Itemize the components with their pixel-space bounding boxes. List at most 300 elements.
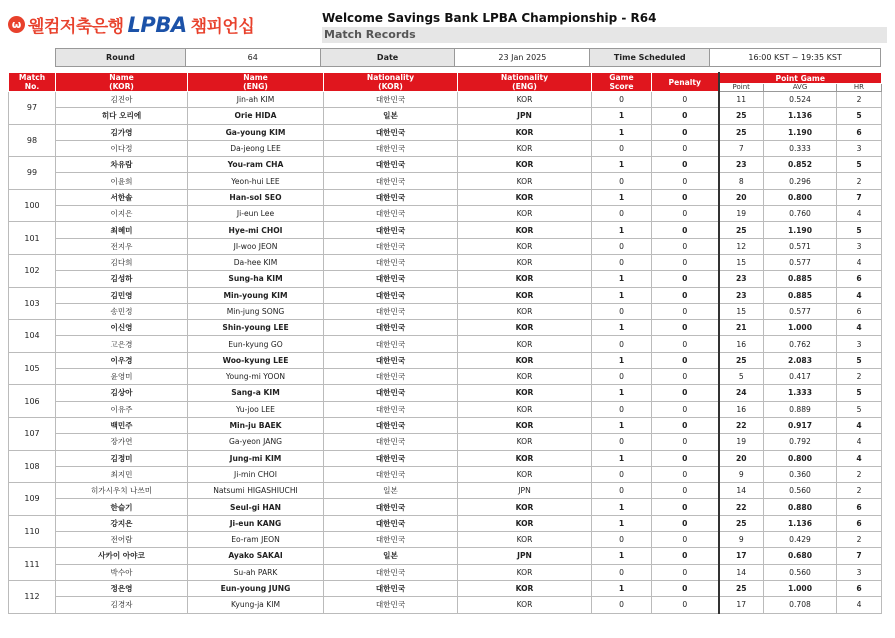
penalty: 0 xyxy=(652,124,719,140)
penalty: 0 xyxy=(652,92,719,108)
point: 25 xyxy=(719,580,764,596)
game-score: 0 xyxy=(592,483,652,499)
player-name-eng: Min-young KIM xyxy=(188,287,324,303)
point: 24 xyxy=(719,385,764,401)
avg: 0.800 xyxy=(764,450,837,466)
nationality-eng: KOR xyxy=(458,385,592,401)
player-name-eng: Woo-kyung LEE xyxy=(188,352,324,368)
player-name-eng: Yu-joo LEE xyxy=(188,401,324,417)
player-name-kor: 차유람 xyxy=(56,157,188,173)
player-name-eng: Ayako SAKAI xyxy=(188,548,324,564)
avg: 1.000 xyxy=(764,320,837,336)
point: 14 xyxy=(719,564,764,580)
penalty: 0 xyxy=(652,564,719,580)
game-score: 1 xyxy=(592,352,652,368)
penalty: 0 xyxy=(652,254,719,270)
hr: 5 xyxy=(837,157,882,173)
hr: 2 xyxy=(837,92,882,108)
penalty: 0 xyxy=(652,450,719,466)
nationality-kor: 대한민국 xyxy=(324,206,458,222)
game-score: 0 xyxy=(592,466,652,482)
avg: 0.852 xyxy=(764,157,837,173)
nationality-kor: 대한민국 xyxy=(324,417,458,433)
game-score: 0 xyxy=(592,564,652,580)
table-row xyxy=(9,173,882,189)
hr: 4 xyxy=(837,206,882,222)
player-name-kor: 이다정 xyxy=(56,140,188,156)
game-score: 0 xyxy=(592,336,652,352)
penalty: 0 xyxy=(652,336,719,352)
game-score: 1 xyxy=(592,157,652,173)
penalty: 0 xyxy=(652,548,719,564)
point: 19 xyxy=(719,434,764,450)
game-score: 1 xyxy=(592,320,652,336)
game-score: 0 xyxy=(592,140,652,156)
hr: 4 xyxy=(837,434,882,450)
hr: 7 xyxy=(837,548,882,564)
penalty: 0 xyxy=(652,532,719,548)
point: 15 xyxy=(719,254,764,270)
hr: 4 xyxy=(837,254,882,270)
penalty: 0 xyxy=(652,287,719,303)
table-row xyxy=(9,515,882,531)
game-score: 0 xyxy=(592,238,652,254)
avg: 1.136 xyxy=(764,108,837,124)
avg: 0.577 xyxy=(764,303,837,319)
match-number: 112 xyxy=(9,580,56,613)
hr: 6 xyxy=(837,271,882,287)
game-score: 0 xyxy=(592,92,652,108)
penalty: 0 xyxy=(652,515,719,531)
nationality-eng: KOR xyxy=(458,597,592,613)
table-row xyxy=(9,434,882,450)
avg: 0.880 xyxy=(764,499,837,515)
hr: 2 xyxy=(837,173,882,189)
avg: 0.800 xyxy=(764,189,837,205)
match-number: 99 xyxy=(9,157,56,190)
player-name-eng: Kyung-ja KIM xyxy=(188,597,324,613)
match-number: 111 xyxy=(9,548,56,581)
avg: 0.524 xyxy=(764,92,837,108)
point: 20 xyxy=(719,450,764,466)
match-number: 107 xyxy=(9,417,56,450)
player-name-kor: 박수아 xyxy=(56,564,188,580)
welcome-logo-icon: ω xyxy=(8,16,25,33)
game-score: 0 xyxy=(592,532,652,548)
avg: 0.792 xyxy=(764,434,837,450)
player-name-eng: Han-sol SEO xyxy=(188,189,324,205)
penalty: 0 xyxy=(652,189,719,205)
nationality-kor: 대한민국 xyxy=(324,336,458,352)
nationality-kor: 대한민국 xyxy=(324,515,458,531)
avg: 2.083 xyxy=(764,352,837,368)
nationality-eng: KOR xyxy=(458,466,592,482)
player-name-eng: Shin-young LEE xyxy=(188,320,324,336)
table-row xyxy=(9,369,882,385)
header-avg: AVG xyxy=(764,84,837,92)
nationality-eng: KOR xyxy=(458,271,592,287)
penalty: 0 xyxy=(652,206,719,222)
header-name-kor: Name (KOR) xyxy=(56,73,188,92)
nationality-eng: KOR xyxy=(458,417,592,433)
player-name-eng: Ji-min CHOI xyxy=(188,466,324,482)
player-name-kor: 이윤희 xyxy=(56,173,188,189)
nationality-kor: 대한민국 xyxy=(324,466,458,482)
player-name-kor: 송민정 xyxy=(56,303,188,319)
nationality-eng: KOR xyxy=(458,369,592,385)
player-name-eng: Min-jung SONG xyxy=(188,303,324,319)
point: 7 xyxy=(719,140,764,156)
player-name-kor: 김다희 xyxy=(56,254,188,270)
page-header xyxy=(0,0,895,47)
point: 23 xyxy=(719,157,764,173)
hr: 4 xyxy=(837,320,882,336)
hr: 2 xyxy=(837,483,882,499)
player-name-kor: 전어람 xyxy=(56,532,188,548)
hr: 5 xyxy=(837,352,882,368)
hr: 6 xyxy=(837,515,882,531)
point: 22 xyxy=(719,417,764,433)
nationality-kor: 대한민국 xyxy=(324,222,458,238)
nationality-eng: KOR xyxy=(458,92,592,108)
avg: 0.571 xyxy=(764,238,837,254)
match-number: 109 xyxy=(9,483,56,516)
nationality-kor: 대한민국 xyxy=(324,303,458,319)
player-name-eng: Da-hee KIM xyxy=(188,254,324,270)
player-name-kor: 김정미 xyxy=(56,450,188,466)
game-score: 1 xyxy=(592,580,652,596)
point: 25 xyxy=(719,515,764,531)
table-row xyxy=(9,238,882,254)
nationality-eng: KOR xyxy=(458,532,592,548)
point: 20 xyxy=(719,189,764,205)
game-score: 1 xyxy=(592,124,652,140)
nationality-eng: KOR xyxy=(458,352,592,368)
game-score: 0 xyxy=(592,434,652,450)
nationality-eng: KOR xyxy=(458,124,592,140)
avg: 0.885 xyxy=(764,271,837,287)
avg: 0.708 xyxy=(764,597,837,613)
avg: 1.190 xyxy=(764,222,837,238)
nationality-kor: 대한민국 xyxy=(324,499,458,515)
header-hr: HR xyxy=(837,84,882,92)
penalty: 0 xyxy=(652,466,719,482)
hr: 5 xyxy=(837,385,882,401)
table-row xyxy=(9,548,882,564)
header-nationality-eng: Nationality (ENG) xyxy=(458,73,592,92)
point: 5 xyxy=(719,369,764,385)
table-row xyxy=(9,417,882,433)
game-score: 0 xyxy=(592,401,652,417)
game-score: 0 xyxy=(592,597,652,613)
penalty: 0 xyxy=(652,271,719,287)
table-row xyxy=(9,92,882,108)
game-score: 1 xyxy=(592,515,652,531)
nationality-kor: 대한민국 xyxy=(324,597,458,613)
table-row xyxy=(9,124,882,140)
penalty: 0 xyxy=(652,320,719,336)
player-name-eng: Ga-young KIM xyxy=(188,124,324,140)
nationality-eng: KOR xyxy=(458,287,592,303)
avg: 0.680 xyxy=(764,548,837,564)
avg: 0.296 xyxy=(764,173,837,189)
nationality-kor: 대한민국 xyxy=(324,189,458,205)
match-records-table xyxy=(8,72,882,614)
table-row xyxy=(9,222,882,238)
match-number: 110 xyxy=(9,515,56,548)
match-records-body xyxy=(9,92,882,614)
point: 16 xyxy=(719,401,764,417)
player-name-eng: Ji-eun Lee xyxy=(188,206,324,222)
nationality-kor: 대한민국 xyxy=(324,352,458,368)
avg: 0.560 xyxy=(764,564,837,580)
avg: 0.577 xyxy=(764,254,837,270)
player-name-eng: Jin-ah KIM xyxy=(188,92,324,108)
hr: 3 xyxy=(837,564,882,580)
player-name-kor: 최지민 xyxy=(56,466,188,482)
player-name-eng: Min-ju BAEK xyxy=(188,417,324,433)
player-name-kor: 고은경 xyxy=(56,336,188,352)
nationality-kor: 대한민국 xyxy=(324,254,458,270)
player-name-eng: Orie HIDA xyxy=(188,108,324,124)
nationality-eng: KOR xyxy=(458,238,592,254)
nationality-kor: 대한민국 xyxy=(324,173,458,189)
nationality-eng: KOR xyxy=(458,434,592,450)
table-row xyxy=(9,532,882,548)
nationality-kor: 대한민국 xyxy=(324,287,458,303)
table-row xyxy=(9,483,882,499)
player-name-kor: 히다 오리에 xyxy=(56,108,188,124)
match-number: 101 xyxy=(9,222,56,255)
nationality-eng: KOR xyxy=(458,564,592,580)
player-name-eng: You-ram CHA xyxy=(188,157,324,173)
header-match-no: Match No. xyxy=(9,73,56,92)
penalty: 0 xyxy=(652,157,719,173)
player-name-kor: 김민영 xyxy=(56,287,188,303)
hr: 7 xyxy=(837,189,882,205)
penalty: 0 xyxy=(652,385,719,401)
table-row xyxy=(9,597,882,613)
game-score: 0 xyxy=(592,254,652,270)
match-number: 102 xyxy=(9,254,56,287)
point: 21 xyxy=(719,320,764,336)
time-scheduled-value: 16:00 KST ~ 19:35 KST xyxy=(710,49,881,67)
player-name-eng: Young-mi YOON xyxy=(188,369,324,385)
nationality-kor: 일본 xyxy=(324,108,458,124)
point: 25 xyxy=(719,352,764,368)
nationality-kor: 대한민국 xyxy=(324,564,458,580)
player-name-kor: 김경자 xyxy=(56,597,188,613)
player-name-kor: 서한솔 xyxy=(56,189,188,205)
game-score: 1 xyxy=(592,450,652,466)
penalty: 0 xyxy=(652,483,719,499)
penalty: 0 xyxy=(652,352,719,368)
game-score: 0 xyxy=(592,369,652,385)
match-number: 105 xyxy=(9,352,56,385)
penalty: 0 xyxy=(652,140,719,156)
avg: 1.190 xyxy=(764,124,837,140)
game-score: 0 xyxy=(592,206,652,222)
nationality-eng: JPN xyxy=(458,548,592,564)
point: 23 xyxy=(719,271,764,287)
game-score: 1 xyxy=(592,189,652,205)
table-row xyxy=(9,320,882,336)
round-value: 64 xyxy=(185,49,320,67)
player-name-eng: Eun-young JUNG xyxy=(188,580,324,596)
player-name-kor: 히가시우치 나쓰미 xyxy=(56,483,188,499)
nationality-kor: 대한민국 xyxy=(324,401,458,417)
nationality-eng: JPN xyxy=(458,483,592,499)
hr: 6 xyxy=(837,580,882,596)
nationality-kor: 대한민국 xyxy=(324,385,458,401)
penalty: 0 xyxy=(652,597,719,613)
penalty: 0 xyxy=(652,369,719,385)
player-name-kor: 최혜미 xyxy=(56,222,188,238)
page-subtitle: Match Records xyxy=(322,27,887,43)
header-point-game: Point Game xyxy=(719,73,882,84)
point: 9 xyxy=(719,466,764,482)
player-name-eng: Ji-eun KANG xyxy=(188,515,324,531)
header-game-score: Game Score xyxy=(592,73,652,92)
avg: 0.889 xyxy=(764,401,837,417)
point: 11 xyxy=(719,92,764,108)
nationality-kor: 대한민국 xyxy=(324,238,458,254)
player-name-kor: 백민주 xyxy=(56,417,188,433)
nationality-eng: JPN xyxy=(458,108,592,124)
player-name-eng: Eun-kyung GO xyxy=(188,336,324,352)
page-title: Welcome Savings Bank LPBA Championship - R64 xyxy=(322,11,657,25)
player-name-kor: 장가연 xyxy=(56,434,188,450)
penalty: 0 xyxy=(652,303,719,319)
player-name-eng: Yeon-hui LEE xyxy=(188,173,324,189)
nationality-eng: KOR xyxy=(458,206,592,222)
player-name-kor: 전지우 xyxy=(56,238,188,254)
avg: 0.333 xyxy=(764,140,837,156)
avg: 0.762 xyxy=(764,336,837,352)
nationality-kor: 일본 xyxy=(324,548,458,564)
player-name-kor: 김상아 xyxy=(56,385,188,401)
logo-championship-text: 챔피언십 xyxy=(190,17,255,37)
table-row xyxy=(9,401,882,417)
hr: 5 xyxy=(837,222,882,238)
player-name-eng: Ga-yeon JANG xyxy=(188,434,324,450)
nationality-eng: KOR xyxy=(458,140,592,156)
player-name-kor: 김가영 xyxy=(56,124,188,140)
penalty: 0 xyxy=(652,499,719,515)
nationality-eng: KOR xyxy=(458,189,592,205)
game-score: 1 xyxy=(592,499,652,515)
date-value: 23 Jan 2025 xyxy=(455,49,590,67)
player-name-kor: 한슬기 xyxy=(56,499,188,515)
avg: 0.760 xyxy=(764,206,837,222)
time-scheduled-label: Time Scheduled xyxy=(590,49,710,67)
hr: 4 xyxy=(837,450,882,466)
player-name-eng: Eo-ram JEON xyxy=(188,532,324,548)
header-nationality-kor: Nationality (KOR) xyxy=(324,73,458,92)
date-label: Date xyxy=(320,49,455,67)
game-score: 1 xyxy=(592,287,652,303)
hr: 2 xyxy=(837,369,882,385)
player-name-eng: Sung-ha KIM xyxy=(188,271,324,287)
hr: 2 xyxy=(837,532,882,548)
table-row xyxy=(9,450,882,466)
match-number: 103 xyxy=(9,287,56,320)
game-score: 1 xyxy=(592,548,652,564)
point: 16 xyxy=(719,336,764,352)
point: 25 xyxy=(719,124,764,140)
penalty: 0 xyxy=(652,238,719,254)
hr: 5 xyxy=(837,108,882,124)
match-number: 108 xyxy=(9,450,56,483)
avg: 0.360 xyxy=(764,466,837,482)
title-block xyxy=(322,10,887,43)
table-row xyxy=(9,140,882,156)
nationality-eng: KOR xyxy=(458,222,592,238)
nationality-kor: 대한민국 xyxy=(324,369,458,385)
nationality-eng: KOR xyxy=(458,254,592,270)
player-name-eng: Sang-a KIM xyxy=(188,385,324,401)
nationality-kor: 대한민국 xyxy=(324,580,458,596)
avg: 0.560 xyxy=(764,483,837,499)
player-name-kor: 강지은 xyxy=(56,515,188,531)
table-row xyxy=(9,157,882,173)
table-row xyxy=(9,580,882,596)
nationality-eng: KOR xyxy=(458,336,592,352)
table-row xyxy=(9,206,882,222)
nationality-eng: KOR xyxy=(458,303,592,319)
hr: 3 xyxy=(837,140,882,156)
header-name-eng: Name (ENG) xyxy=(188,73,324,92)
hr: 4 xyxy=(837,287,882,303)
game-score: 1 xyxy=(592,222,652,238)
point: 9 xyxy=(719,532,764,548)
penalty: 0 xyxy=(652,580,719,596)
player-name-kor: 이지은 xyxy=(56,206,188,222)
point: 22 xyxy=(719,499,764,515)
hr: 4 xyxy=(837,417,882,433)
header-penalty: Penalty xyxy=(652,73,719,92)
hr: 6 xyxy=(837,124,882,140)
game-score: 1 xyxy=(592,108,652,124)
table-row xyxy=(9,564,882,580)
player-name-kor: 윤영미 xyxy=(56,369,188,385)
hr: 4 xyxy=(837,597,882,613)
nationality-kor: 일본 xyxy=(324,483,458,499)
point: 8 xyxy=(719,173,764,189)
player-name-eng: Hye-mi CHOI xyxy=(188,222,324,238)
table-row xyxy=(9,271,882,287)
avg: 1.000 xyxy=(764,580,837,596)
penalty: 0 xyxy=(652,222,719,238)
nationality-eng: KOR xyxy=(458,515,592,531)
avg: 1.333 xyxy=(764,385,837,401)
point: 25 xyxy=(719,222,764,238)
avg: 0.917 xyxy=(764,417,837,433)
player-name-eng: Seul-gi HAN xyxy=(188,499,324,515)
nationality-kor: 대한민국 xyxy=(324,92,458,108)
nationality-kor: 대한민국 xyxy=(324,320,458,336)
game-score: 0 xyxy=(592,303,652,319)
player-name-eng: Natsumi HIGASHIUCHI xyxy=(188,483,324,499)
player-name-kor: 김성하 xyxy=(56,271,188,287)
match-number: 97 xyxy=(9,92,56,125)
game-score: 1 xyxy=(592,417,652,433)
nationality-eng: KOR xyxy=(458,157,592,173)
table-row xyxy=(9,189,882,205)
player-name-eng: Da-jeong LEE xyxy=(188,140,324,156)
nationality-kor: 대한민국 xyxy=(324,532,458,548)
game-score: 1 xyxy=(592,271,652,287)
